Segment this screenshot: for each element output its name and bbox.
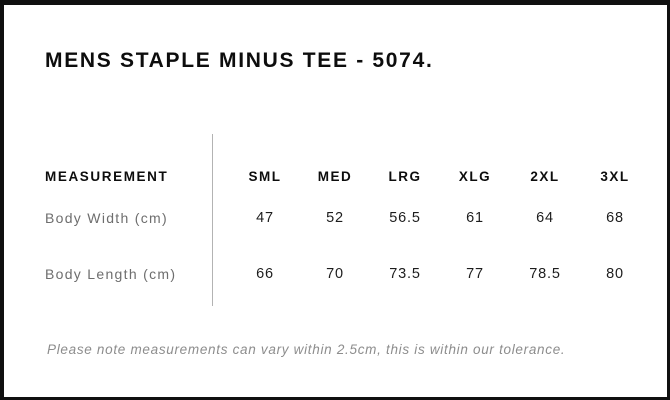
body-length-2xl: 78.5 [529, 266, 561, 282]
row-values-body-width [230, 210, 650, 226]
body-width-3xl: 68 [606, 210, 624, 226]
size-header-sml: SML [248, 168, 282, 184]
size-header-cells [230, 169, 650, 184]
body-length-lrg: 73.5 [389, 266, 421, 282]
row-label-body-length: Body Length (cm) [45, 266, 177, 282]
size-header-xlg: XLG [458, 168, 492, 184]
row-label-body-width: Body Width (cm) [45, 210, 168, 226]
size-header-3xl: 3XL [600, 168, 630, 184]
body-width-xlg: 61 [466, 210, 484, 226]
body-length-3xl: 80 [606, 266, 624, 282]
body-width-med: 52 [326, 210, 344, 226]
size-header-2xl: 2XL [530, 168, 560, 184]
body-length-sml: 66 [256, 266, 274, 282]
table-row-body-width [0, 210, 670, 226]
table-vertical-divider [212, 134, 213, 306]
table-row-body-length [0, 266, 670, 282]
row-values-body-length [230, 266, 650, 282]
table-header-row [0, 168, 670, 184]
size-chart-table [0, 134, 670, 306]
size-header-med: MED [317, 168, 353, 184]
body-width-sml: 47 [256, 210, 274, 226]
body-width-lrg: 56.5 [389, 210, 421, 226]
body-length-xlg: 77 [466, 266, 484, 282]
body-width-2xl: 64 [536, 210, 554, 226]
measurement-column-header: MEASUREMENT [45, 168, 169, 184]
tolerance-note: Please note measurements can vary within 2.5cm, this is within our tolerance. [47, 342, 566, 357]
size-header-lrg: LRG [388, 168, 422, 184]
product-title: MENS STAPLE MINUS TEE - 5074. [45, 49, 434, 72]
body-length-med: 70 [326, 266, 344, 282]
